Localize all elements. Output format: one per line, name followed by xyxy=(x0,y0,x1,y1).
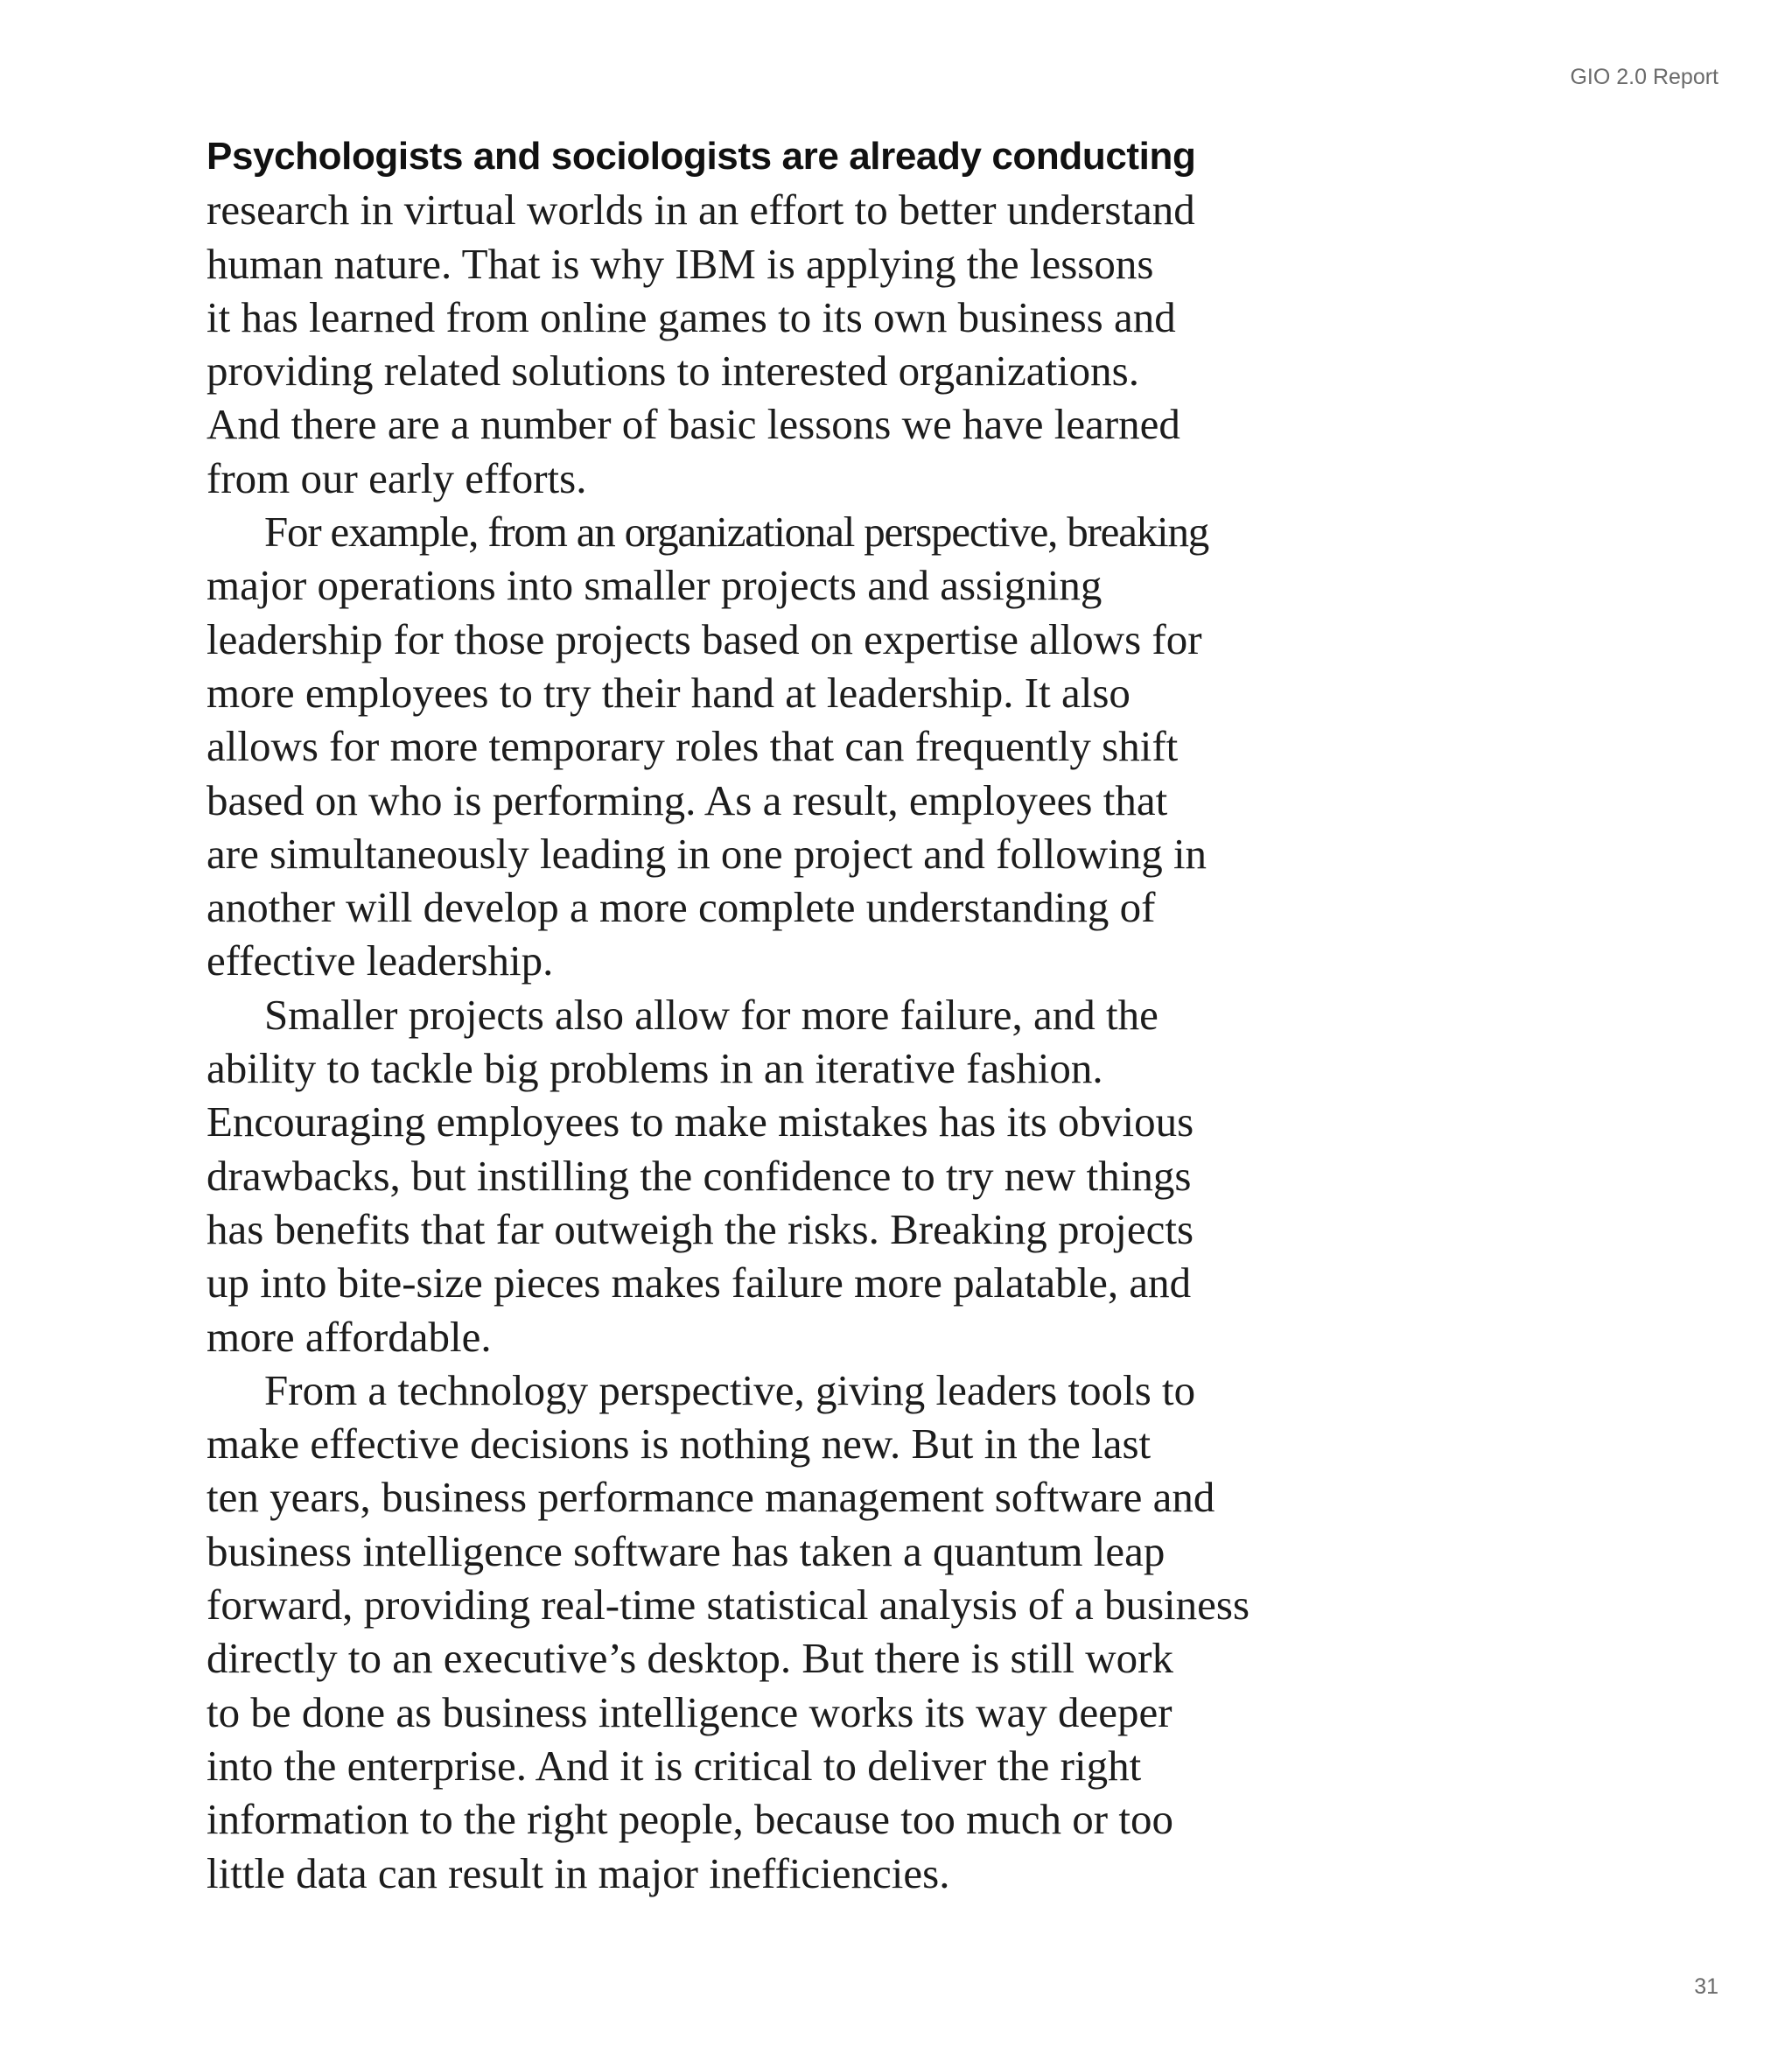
body-line: directly to an executive’s desktop. But there is still work xyxy=(206,1634,1173,1683)
body-line: another will develop a more complete understanding of xyxy=(206,883,1156,932)
body-line: Encouraging employees to make mistakes has its obvious xyxy=(206,1097,1194,1146)
body-line: it has learned from online games to its own business and xyxy=(206,292,1176,341)
paragraph-first-line: Smaller projects also allow for more failure, and the xyxy=(264,990,1158,1039)
body-line: ability to tackle big problems in an iterative fashion. xyxy=(206,1044,1103,1093)
body-line: human nature. That is why IBM is applying the lessons xyxy=(206,239,1154,288)
body-line: research in virtual worlds in an effort to better understand xyxy=(206,186,1195,235)
body-line: allows for more temporary roles that can frequently shift xyxy=(206,722,1179,771)
running-header: GIO 2.0 Report xyxy=(1570,65,1718,89)
body-line: little data can result in major inefficiencies. xyxy=(206,1848,950,1897)
body-line: leadership for those projects based on expertise allows for xyxy=(206,614,1202,663)
body-line: information to the right people, because too much or too xyxy=(206,1795,1173,1844)
paragraph-first-line: For example, from an organizational perspective, breaking xyxy=(264,508,1209,557)
body-line: are simultaneously leading in one project and following in xyxy=(206,829,1208,878)
body-line: business intelligence software has taken a quantum leap xyxy=(206,1526,1166,1575)
body-line: forward, providing real-time statistical analysis of a business xyxy=(206,1581,1250,1630)
body-line: make effective decisions is nothing new. But in the last xyxy=(206,1420,1152,1469)
body-line: from our early efforts. xyxy=(206,453,587,502)
body-line: has benefits that far outweigh the risks. Breaking projects xyxy=(206,1204,1194,1253)
lead-in-line: Psychologists and sociologists are already conducting xyxy=(206,135,1196,178)
body-line: ten years, business performance management software and xyxy=(206,1473,1215,1522)
body-line: providing related solutions to interested organizations. xyxy=(206,347,1139,396)
body-line: up into bite-size pieces makes failure more palatable, and xyxy=(206,1258,1192,1307)
paragraph-first-line: From a technology perspective, giving leaders tools to xyxy=(264,1365,1196,1414)
body-line: drawbacks, but instilling the confidence to try new things xyxy=(206,1151,1192,1200)
article-body xyxy=(206,130,1292,1900)
body-line: into the enterprise. And it is critical to deliver the right xyxy=(206,1741,1142,1790)
page-number: 31 xyxy=(1694,1974,1718,1999)
body-line: more affordable. xyxy=(206,1312,492,1361)
body-line: to be done as business intelligence works its way deeper xyxy=(206,1687,1172,1736)
body-line: more employees to try their hand at leadership. It also xyxy=(206,668,1130,717)
body-line: based on who is performing. As a result, employees that xyxy=(206,775,1168,824)
body-line: effective leadership. xyxy=(206,936,554,985)
body-line: major operations into smaller projects and assigning xyxy=(206,561,1102,610)
body-line: And there are a number of basic lessons we have learned xyxy=(206,400,1180,449)
